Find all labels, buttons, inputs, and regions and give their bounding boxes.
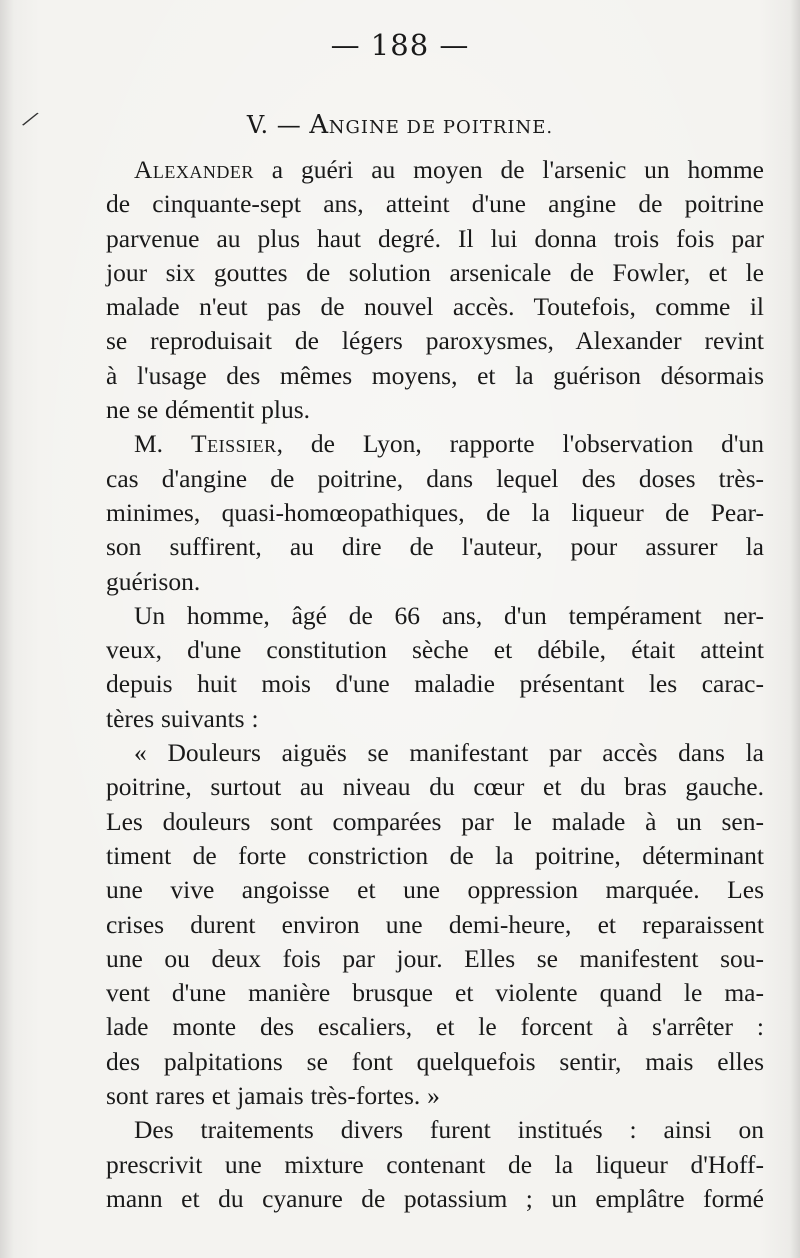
line-text: une ou deux fois par jour. Elles se manifestent sou- — [106, 943, 764, 973]
line-text: Des traitements divers furent institués : ainsi on — [134, 1115, 764, 1145]
line-text: de cinquante-sept ans, atteint d'une angine de poitrine — [106, 189, 764, 219]
text-line — [106, 427, 764, 461]
text-line — [106, 1182, 764, 1216]
line-text: une vive angoisse et une oppression marquée. Les — [106, 875, 764, 905]
text-line — [106, 942, 764, 976]
line-text: vent d'une manière brusque et violente quand le ma- — [106, 978, 764, 1008]
text-line — [106, 1148, 764, 1182]
text-line — [106, 153, 764, 187]
text-line — [106, 805, 764, 839]
text-line — [106, 667, 764, 701]
line-text: cas d'angine de poitrine, dans lequel des doses très- — [106, 463, 764, 493]
line-text: poitrine, surtout au niveau du cœur et du bras gauche. — [106, 772, 764, 802]
line-text: ne se démentit plus. — [106, 395, 311, 425]
line-text: Un homme, âgé de 66 ans, d'un tempérament ner- — [134, 600, 764, 630]
text-line — [106, 290, 764, 324]
line-text: des palpitations se font quelquefois sentir, mais elles — [106, 1046, 764, 1076]
text-line — [106, 599, 764, 633]
line-text: , de Lyon, rapporte l'observation d'un — [276, 429, 764, 459]
line-text: malade n'eut pas de nouvel accès. Toutefois, comme il — [106, 292, 764, 322]
line-text: lade monte des escaliers, et le forcent à s'arrêter : — [106, 1012, 764, 1042]
text-line — [106, 908, 764, 942]
line-text: parvenue au plus haut degré. Il lui donna trois fois par — [106, 223, 764, 253]
text-line — [106, 873, 764, 907]
text-line — [106, 565, 764, 599]
text-line — [106, 1113, 764, 1147]
text-line — [106, 736, 764, 770]
line-text: jour six gouttes de solution arsenicale de Fowler, et le — [106, 257, 764, 287]
margin-mark: ⁄ — [23, 108, 36, 133]
line-text: sont rares et jamais très-fortes. » — [106, 1081, 440, 1111]
text-line — [106, 1079, 764, 1113]
line-text: à l'usage des mêmes moyens, et la guérison désormais — [106, 360, 764, 390]
body-text — [106, 153, 764, 1216]
text-line — [106, 633, 764, 667]
section-title-rest: NGINE DE POITRINE. — [328, 117, 554, 138]
text-line — [106, 770, 764, 804]
section-title-initial: A — [309, 110, 329, 140]
line-text: crises durent environ une demi-heure, et reparaissent — [106, 909, 764, 939]
line-text: « Douleurs aiguës se manifestant par accès dans la — [134, 738, 764, 768]
line-text: son suffirent, au dire de l'auteur, pour assurer la — [106, 532, 764, 562]
text-line — [106, 976, 764, 1010]
text-line — [106, 496, 764, 530]
line-text: prescrivit une mixture contenant de la liqueur d'Hoff- — [106, 1149, 764, 1179]
page-number: — 188 — — [330, 28, 470, 62]
text-line — [106, 1045, 764, 1079]
text-line — [106, 462, 764, 496]
text-line — [106, 187, 764, 221]
author-name: Alexander — [134, 155, 254, 184]
line-text: se reproduisait de légers paroxysmes, Alexander revint — [106, 326, 764, 356]
line-text: depuis huit mois d'une maladie présentant les carac- — [106, 669, 764, 699]
text-line — [106, 702, 764, 736]
text-line — [106, 222, 764, 256]
text-line — [106, 839, 764, 873]
text-line — [106, 393, 764, 427]
line-text: minimes, quasi-homœopathiques, de la liqueur de Pear- — [106, 497, 764, 527]
line-prefix: M. — [134, 429, 191, 459]
text-line — [106, 359, 764, 393]
line-text: guérison. — [106, 566, 201, 596]
text-line — [106, 324, 764, 358]
section-numeral: V. — — [246, 111, 302, 139]
text-line — [106, 530, 764, 564]
line-text: Les douleurs sont comparées par le malade à un sen- — [106, 806, 764, 836]
line-text: veux, d'une constitution sèche et débile, était atteint — [106, 635, 764, 665]
author-name: Teissier — [191, 429, 277, 459]
text-line — [106, 1010, 764, 1044]
section-title — [0, 110, 800, 140]
line-text: mann et du cyanure de potassium ; un emplâtre formé — [106, 1183, 764, 1213]
line-text: timent de forte constriction de la poitrine, déterminant — [106, 840, 764, 870]
line-text: a guéri au moyen de l'arsenic un homme — [253, 155, 764, 184]
line-text: tères suivants : — [106, 703, 259, 733]
text-line — [106, 256, 764, 290]
